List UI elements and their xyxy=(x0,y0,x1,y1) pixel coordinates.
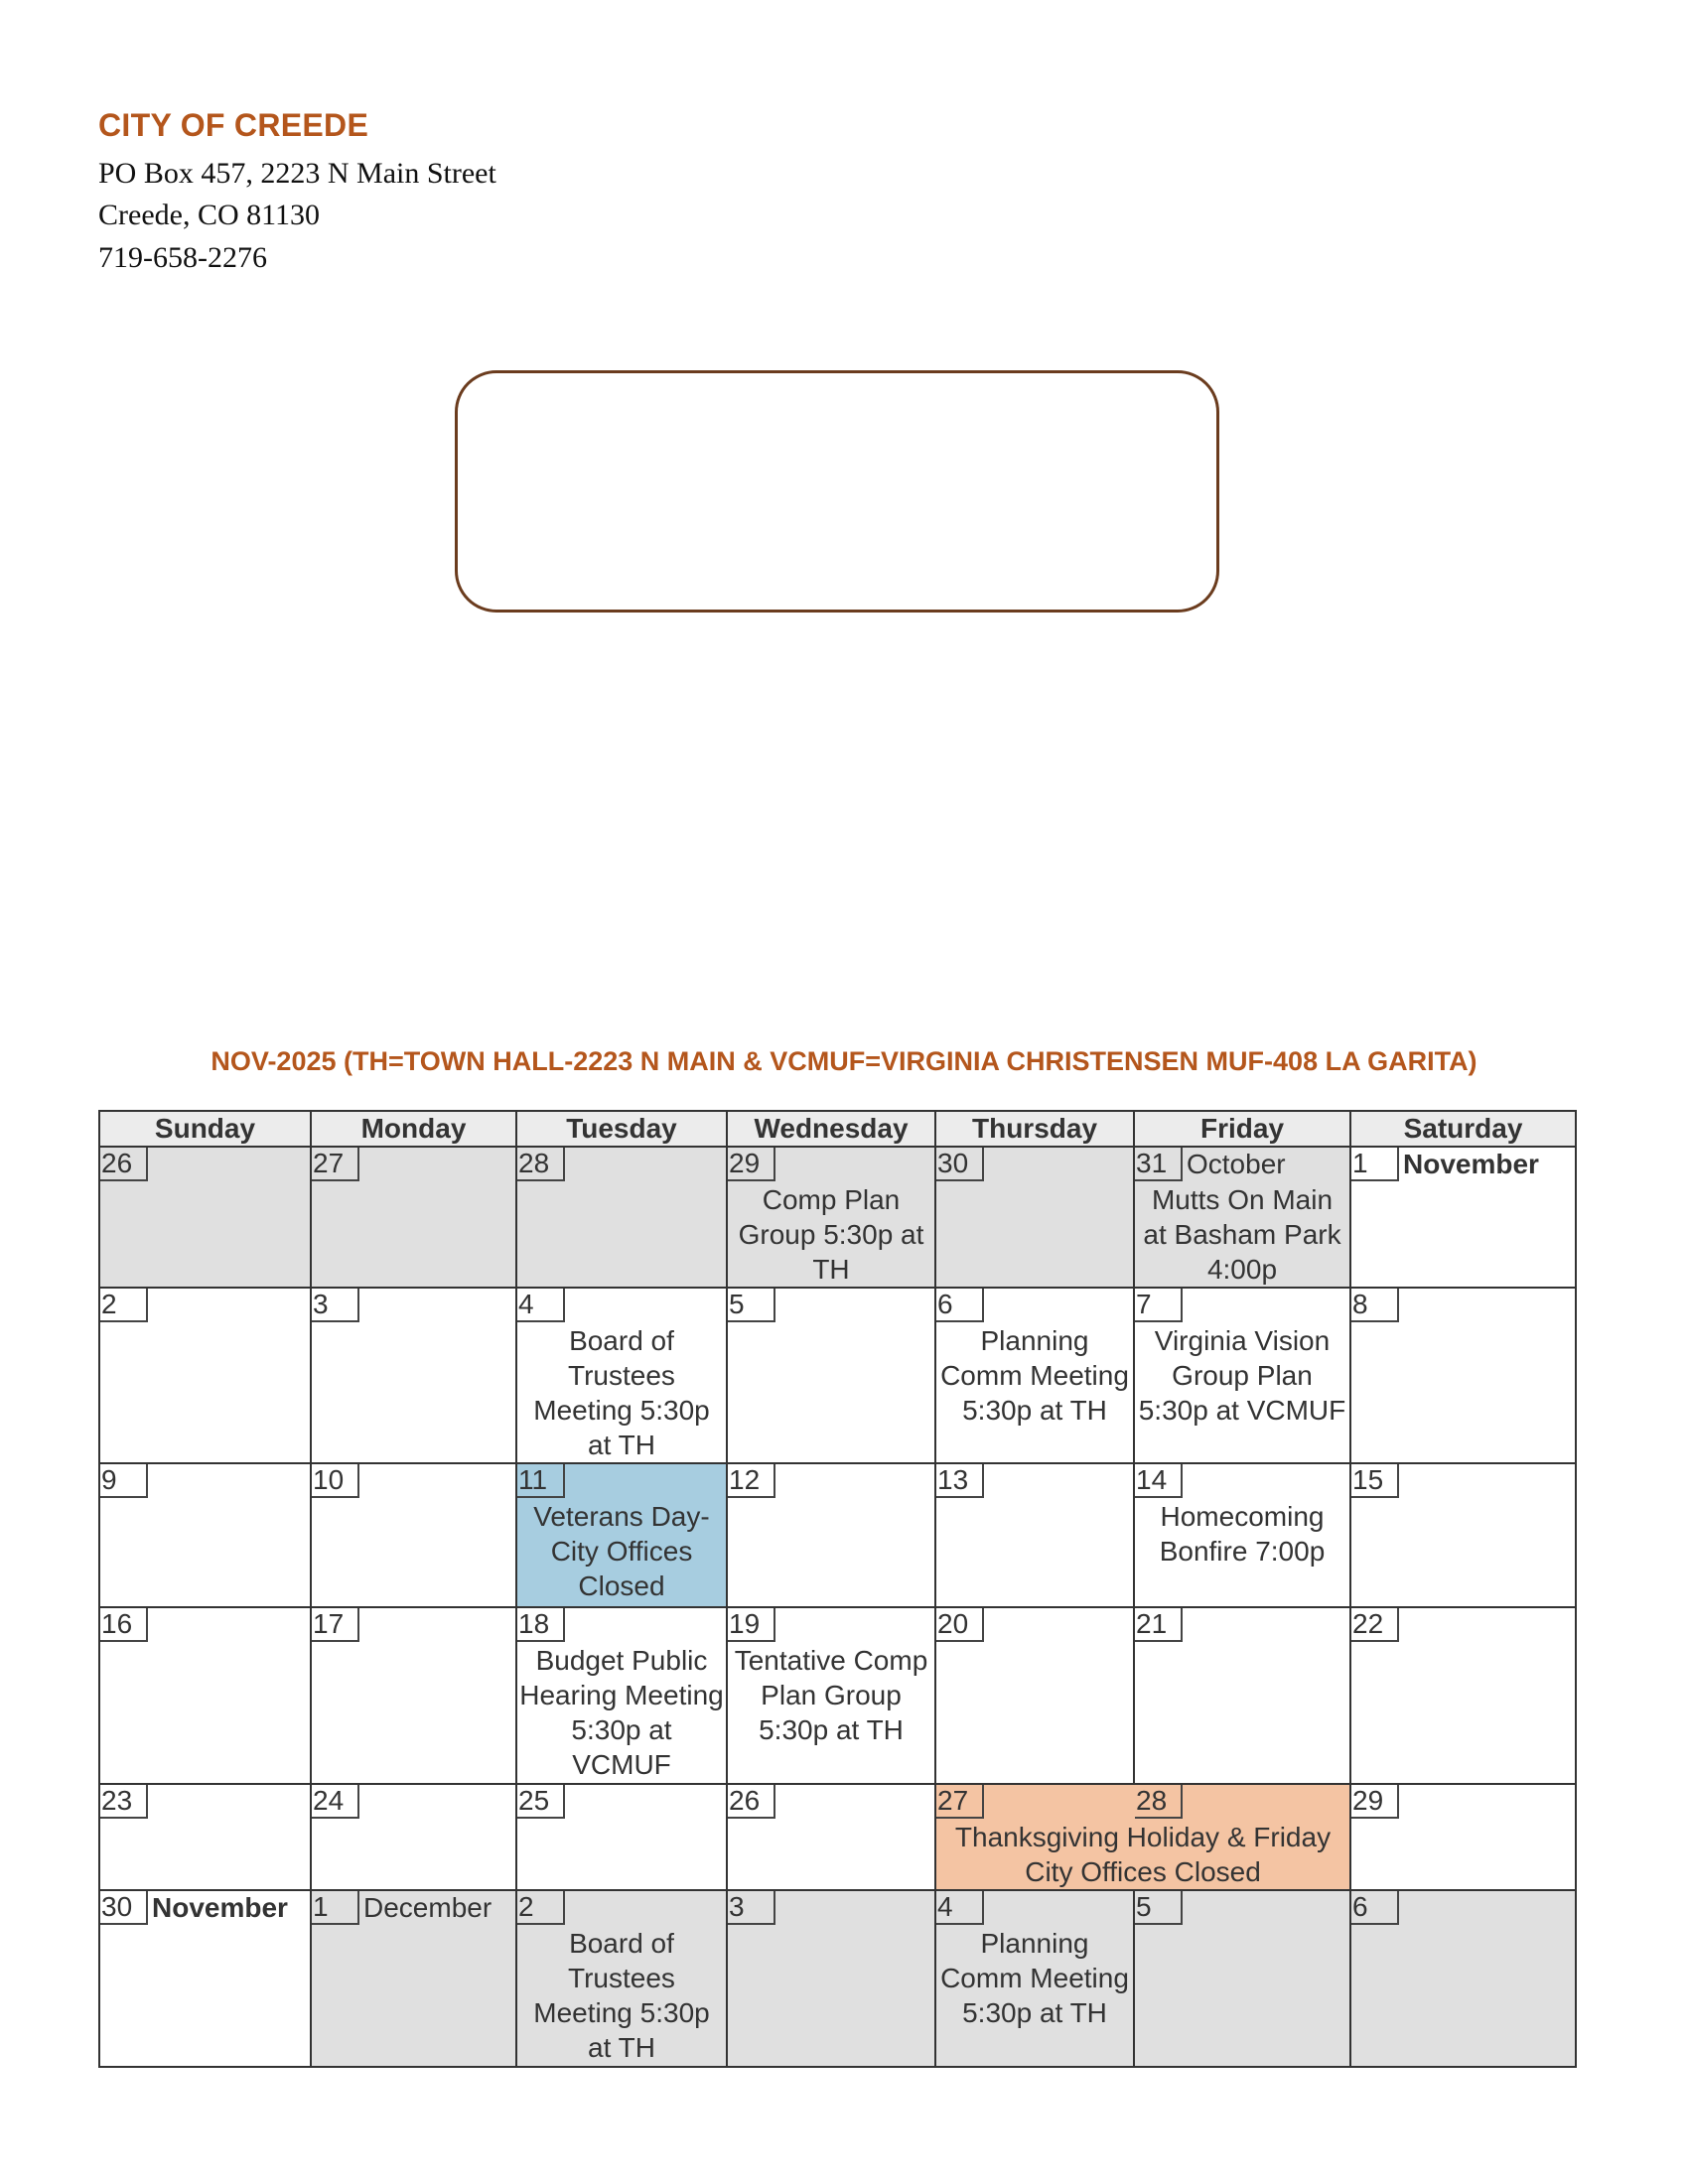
calendar-title: NOV-2025 (TH=TOWN HALL-2223 N MAIN & VCMUF=VIRGINIA CHRISTENSEN MUF-408 LA GARITA) xyxy=(211,1046,1477,1076)
calendar-grid xyxy=(98,1110,1577,2068)
day-cell xyxy=(1350,1463,1576,1607)
day-cell xyxy=(1350,1890,1576,2067)
day-cell xyxy=(1350,1147,1576,1288)
day-cell xyxy=(311,1288,516,1463)
day-number: 26 xyxy=(728,1785,775,1819)
day-number: 21 xyxy=(1135,1608,1183,1642)
day-number: 9 xyxy=(100,1464,148,1498)
day-number: 13 xyxy=(936,1464,984,1498)
week-row xyxy=(99,1288,1576,1463)
day-number: 2 xyxy=(517,1891,565,1925)
day-cell xyxy=(99,1784,311,1890)
day-number: 14 xyxy=(1135,1464,1183,1498)
day-cell xyxy=(311,1784,516,1890)
event-comp-plan-tentative xyxy=(728,1642,934,1747)
day-cell xyxy=(1134,1463,1350,1607)
day-number: 4 xyxy=(517,1289,565,1322)
day-cell xyxy=(1134,1288,1350,1463)
day-cell xyxy=(99,1463,311,1607)
day-number: 29 xyxy=(728,1148,775,1181)
month-label-october: October xyxy=(1187,1149,1286,1179)
month-label-november: November xyxy=(152,1892,288,1923)
weekday-header: Thursday xyxy=(935,1111,1134,1147)
event-planning-comm: Planning Comm Meeting 5:30p at TH xyxy=(940,1928,1129,2028)
day-cell xyxy=(516,1607,727,1784)
event-comp-plan: Comp Plan Group 5:30p at TH xyxy=(738,1184,924,1285)
weekday-header-row xyxy=(99,1111,1576,1147)
weekday-header: Sunday xyxy=(99,1111,311,1147)
day-number: 27 xyxy=(936,1785,984,1819)
month-label-december: December xyxy=(363,1892,492,1923)
day-cell xyxy=(1134,1147,1350,1288)
event-veterans-day: Veterans Day-City Offices Closed xyxy=(533,1501,710,1601)
event-planning-comm: Planning Comm Meeting 5:30p at TH xyxy=(940,1325,1129,1426)
event-homecoming-bonfire: Homecoming Bonfire 7:00p xyxy=(1159,1501,1326,1567)
week-row xyxy=(99,1890,1576,2067)
day-cell xyxy=(727,1147,935,1288)
day-cell xyxy=(727,1463,935,1607)
day-cell xyxy=(311,1147,516,1288)
day-number: 15 xyxy=(1351,1464,1399,1498)
day-cell xyxy=(935,1288,1134,1463)
day-cell xyxy=(1134,1607,1350,1784)
address-line-2: Creede, CO 81130 xyxy=(98,199,321,231)
day-cell xyxy=(1350,1288,1576,1463)
day-cell xyxy=(935,1890,1134,2067)
day-cell xyxy=(516,1463,727,1607)
day-number: 3 xyxy=(312,1289,359,1322)
week-row xyxy=(99,1784,1576,1890)
day-cell xyxy=(1350,1784,1576,1890)
address-line-1: PO Box 457, 2223 N Main Street xyxy=(98,157,496,190)
day-number: 28 xyxy=(517,1148,565,1181)
day-number: 10 xyxy=(312,1464,359,1498)
week-row xyxy=(99,1607,1576,1784)
day-number: 25 xyxy=(517,1785,565,1819)
weekday-header: Monday xyxy=(311,1111,516,1147)
day-number: 3 xyxy=(728,1891,775,1925)
day-cell xyxy=(727,1890,935,2067)
day-number: 23 xyxy=(100,1785,148,1819)
day-cell xyxy=(935,1607,1134,1784)
day-cell xyxy=(727,1784,935,1890)
day-number: 4 xyxy=(936,1891,984,1925)
day-number: 19 xyxy=(728,1608,775,1642)
day-number: 8 xyxy=(1351,1289,1399,1322)
day-number: 18 xyxy=(517,1608,565,1642)
day-cell xyxy=(99,1890,311,2067)
day-cell xyxy=(311,1890,516,2067)
day-number: 30 xyxy=(100,1891,148,1925)
day-number: 26 xyxy=(100,1148,148,1181)
day-cell-thanksgiving xyxy=(935,1784,1350,1890)
month-label-november: November xyxy=(1403,1149,1539,1179)
day-number: 5 xyxy=(1135,1891,1183,1925)
day-number: 11 xyxy=(517,1464,565,1498)
day-number: 16 xyxy=(100,1608,148,1642)
day-number: 31 xyxy=(1135,1148,1183,1181)
day-cell xyxy=(99,1607,311,1784)
week-row xyxy=(99,1147,1576,1288)
day-number: 5 xyxy=(728,1289,775,1322)
event-board-of-trustees: Board of Trustees Meeting 5:30p at TH xyxy=(533,1325,710,1460)
day-cell xyxy=(727,1288,935,1463)
day-cell xyxy=(311,1607,516,1784)
day-number: 30 xyxy=(936,1148,984,1181)
day-number: 24 xyxy=(312,1785,359,1819)
day-cell xyxy=(516,1784,727,1890)
event-budget-hearing: Budget Public Hearing Meeting 5:30p at VCMUF xyxy=(519,1645,724,1780)
event-mutts-on-main: Mutts On Main at Basham Park 4:00p xyxy=(1143,1184,1341,1285)
mailing-window xyxy=(455,370,1219,613)
day-cell xyxy=(935,1463,1134,1607)
day-cell xyxy=(935,1147,1134,1288)
day-cell xyxy=(99,1288,311,1463)
day-cell xyxy=(516,1890,727,2067)
day-cell xyxy=(516,1288,727,1463)
day-number: 1 xyxy=(1351,1148,1399,1181)
weekday-header: Friday xyxy=(1134,1111,1350,1147)
weekday-header: Tuesday xyxy=(516,1111,727,1147)
event-virginia-vision: Virginia Vision Group Plan 5:30p at VCMUF xyxy=(1138,1325,1346,1426)
day-cell xyxy=(1134,1890,1350,2067)
week-row xyxy=(99,1463,1576,1607)
day-number: 17 xyxy=(312,1608,359,1642)
day-number: 29 xyxy=(1351,1785,1399,1819)
day-cell xyxy=(727,1607,935,1784)
day-number: 28 xyxy=(1135,1785,1183,1819)
day-number: 27 xyxy=(312,1148,359,1181)
weekday-header: Wednesday xyxy=(727,1111,935,1147)
day-number: 12 xyxy=(728,1464,775,1498)
day-number: 22 xyxy=(1351,1608,1399,1642)
day-number: 7 xyxy=(1135,1289,1183,1322)
event-text: Comp Plan Group 5:30p at TH xyxy=(759,1645,928,1745)
day-number: 1 xyxy=(312,1891,359,1925)
day-number: 6 xyxy=(1351,1891,1399,1925)
event-thanksgiving: Thanksgiving Holiday & Friday City Offices Closed xyxy=(954,1822,1332,1887)
phone-number: 719-658-2276 xyxy=(98,241,267,274)
day-number: 20 xyxy=(936,1608,984,1642)
day-number: 2 xyxy=(100,1289,148,1322)
weekday-header: Saturday xyxy=(1350,1111,1576,1147)
day-cell xyxy=(516,1147,727,1288)
tentative-tag: Tentative xyxy=(734,1645,846,1676)
day-cell xyxy=(1350,1607,1576,1784)
event-board-of-trustees: Board of Trustees Meeting 5:30p at TH xyxy=(533,1928,710,2063)
org-name: CITY OF CREEDE xyxy=(98,107,369,143)
day-cell xyxy=(99,1147,311,1288)
day-number: 6 xyxy=(936,1289,984,1322)
day-cell xyxy=(311,1463,516,1607)
